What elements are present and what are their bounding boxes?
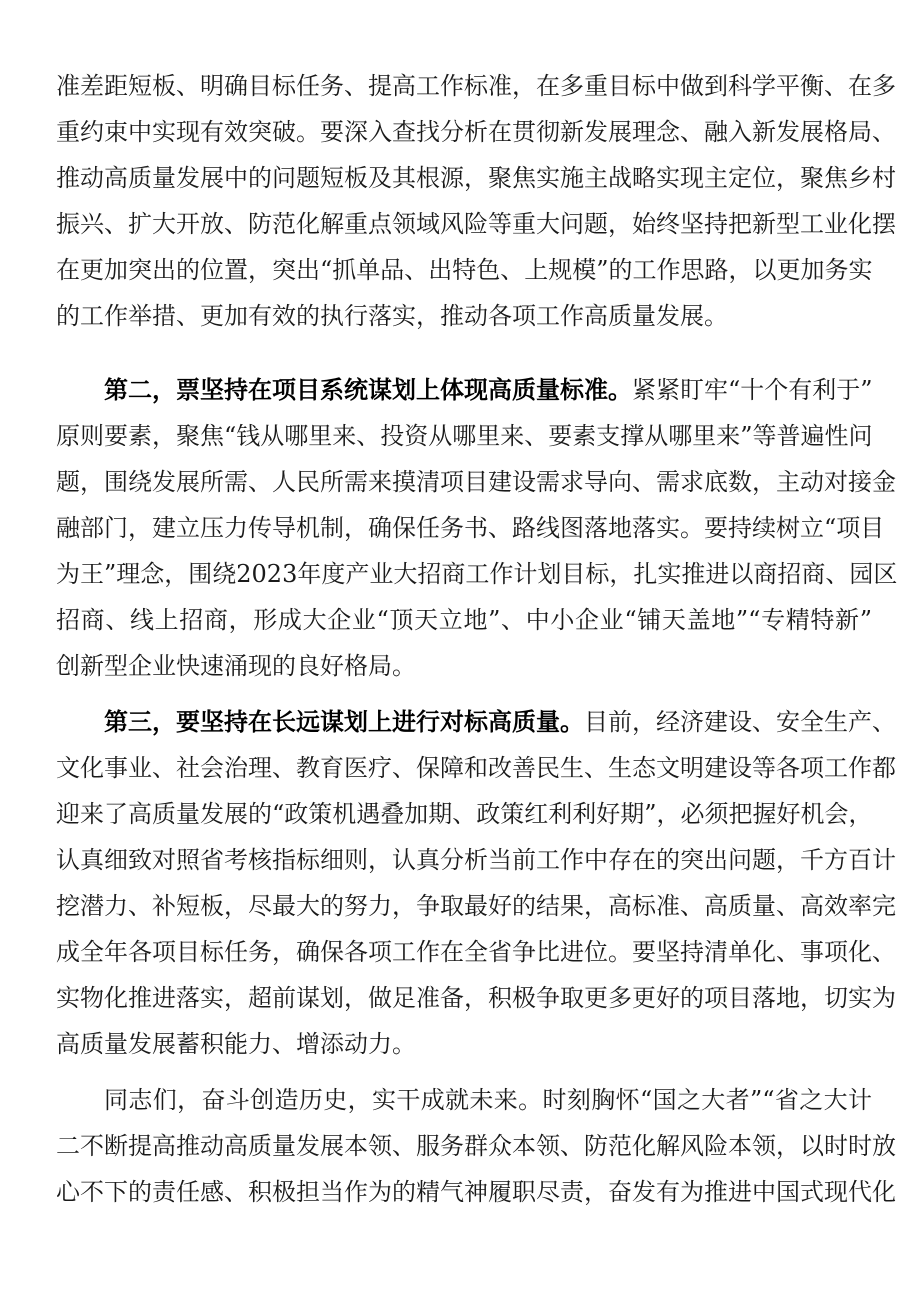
body-text-line: 招商、线上招商，形成大企业“顶天立地”、中小企业“铺天盖地”“专精特新”: [56, 606, 872, 634]
section-heading: 第三，要坚持在长远谋划上进行对标高质量。: [104, 708, 584, 736]
body-text-line: 的工作举措、更加有效的执行落实，推动各项工作高质量发展。: [56, 302, 728, 330]
body-text-line: 振兴、扩大开放、防范化解重点领域风险等重大问题，始终坚持把新型工业化摆: [56, 210, 896, 238]
paragraph-first-line: [104, 702, 896, 742]
body-text-line: 准差距短板、明确目标任务、提高工作标准，在多重目标中做到科学平衡、在多: [56, 72, 896, 100]
body-text-line: 认真细致对照省考核指标细则，认真分析当前工作中存在的突出问题，千方百计: [56, 846, 896, 874]
body-text-line: 创新型企业快速涌现的良好格局。: [56, 652, 416, 680]
body-text-line: 在更加突出的位置，突出“抓单品、出特色、上规模”的工作思路，以更加务实: [56, 256, 873, 284]
body-text-line: 为王”理念，围绕2023年度产业大招商工作计划目标，扎实推进以商招商、园区: [56, 560, 898, 588]
body-text-line: 挖潜力、补短板，尽最大的努力，争取最好的结果，高标准、高质量、高效率完: [56, 892, 896, 920]
body-text: 紧紧盯牢“十个有利于”: [632, 376, 873, 404]
section-heading: 第二，票坚持在项目系统谋划上体现高质量标准。: [104, 376, 632, 404]
body-text-line: 文化事业、社会治理、教育医疗、保障和改善民生、生态文明建设等各项工作都: [56, 754, 896, 782]
body-text-line: 原则要素，聚焦“钱从哪里来、投资从哪里来、要素支撑从哪里来”等普遍性问: [56, 422, 873, 450]
body-text-line: 融部门，建立压力传导机制，确保任务书、路线图落地落实。要持续树立“项目: [56, 514, 885, 542]
body-text-line: 迎来了高质量发展的“政策机遇叠加期、政策红利利好期”，必须把握好机会，: [56, 800, 873, 828]
body-text-line: 实物化推进落实，超前谋划，做足准备，积极争取更多更好的项目落地，切实为: [56, 984, 896, 1012]
paragraph-first-line: 同志们，奋斗创造历史，实干成就未来。时刻胸怀“国之大者”“省之大计: [104, 1086, 872, 1114]
body-text: 目前，经济建设、安全生产、: [584, 708, 896, 736]
body-text-line: 二不断提高推动高质量发展本领、服务群众本领、防范化解风险本领，以时时放: [56, 1132, 896, 1160]
paragraph-first-line: [104, 370, 872, 410]
body-text-line: 成全年各项目标任务，确保各项工作在全省争比进位。要坚持清单化、事项化、: [56, 938, 896, 966]
body-text-line: 推动高质量发展中的问题短板及其根源，聚焦实施主战略实现主定位，聚焦乡村: [56, 164, 896, 192]
body-text-line: 题，围绕发展所需、人民所需来摸清项目建设需求导向、需求底数，主动对接金: [56, 468, 896, 496]
body-text-line: 重约束中实现有效突破。要深入查找分析在贯彻新发展理念、融入新发展格局、: [56, 118, 896, 146]
body-text-line: 高质量发展蓄积能力、增添动力。: [56, 1030, 416, 1058]
body-text-line: 心不下的责任感、积极担当作为的精气神履职尽责，奋发有为推进中国式现代化: [56, 1178, 896, 1206]
